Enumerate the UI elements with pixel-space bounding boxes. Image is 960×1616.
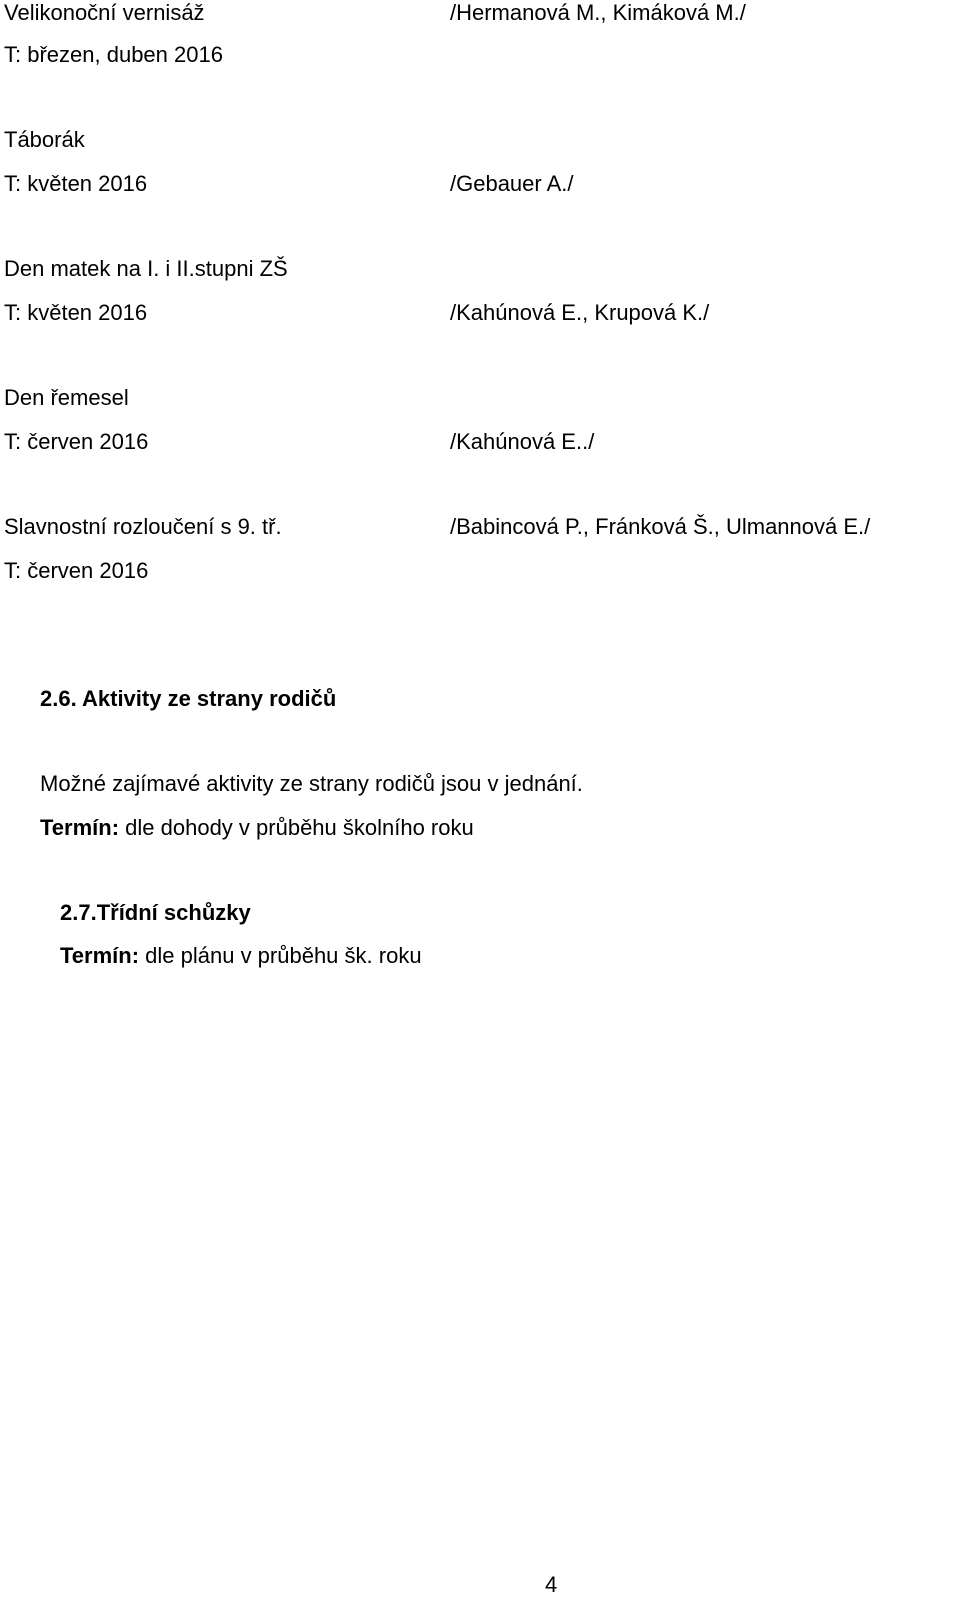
event-term: T: červen 2016 bbox=[4, 558, 149, 583]
term-value: dle dohody v průběhu školního roku bbox=[119, 815, 474, 840]
event-responsible: /Hermanová M., Kimáková M./ bbox=[450, 0, 746, 25]
event-title: Den matek na I. i II.stupni ZŠ bbox=[4, 256, 288, 281]
section-heading: 2.7.Třídní schůzky bbox=[60, 900, 251, 925]
event-title: Velikonoční vernisáž bbox=[4, 0, 205, 25]
event-term: T: březen, duben 2016 bbox=[4, 42, 223, 67]
section-heading: 2.6. Aktivity ze strany rodičů bbox=[40, 686, 337, 711]
event-responsible: /Gebauer A./ bbox=[450, 171, 574, 196]
event-term: T: květen 2016 bbox=[4, 300, 148, 325]
event-title: Slavnostní rozloučení s 9. tř. bbox=[4, 514, 282, 539]
page-number: 4 bbox=[545, 1572, 558, 1597]
event-responsible: /Babincová P., Fránková Š., Ulmannová E./ bbox=[450, 514, 871, 539]
event-title: Den řemesel bbox=[4, 385, 129, 410]
section-text: Možné zajímavé aktivity ze strany rodičů jsou v jednání. bbox=[40, 771, 583, 796]
event-title: Táborák bbox=[4, 127, 85, 152]
event-responsible: /Kahúnová E../ bbox=[450, 429, 595, 454]
event-term: T: květen 2016 bbox=[4, 171, 148, 196]
term-label: Termín: bbox=[60, 943, 140, 968]
section-term bbox=[60, 943, 422, 969]
event-term: T: červen 2016 bbox=[4, 429, 149, 454]
event-responsible: /Kahúnová E., Krupová K./ bbox=[450, 300, 710, 325]
term-label: Termín: bbox=[40, 815, 120, 840]
term-value: dle plánu v průběhu šk. roku bbox=[139, 943, 422, 968]
section-term bbox=[40, 815, 474, 841]
